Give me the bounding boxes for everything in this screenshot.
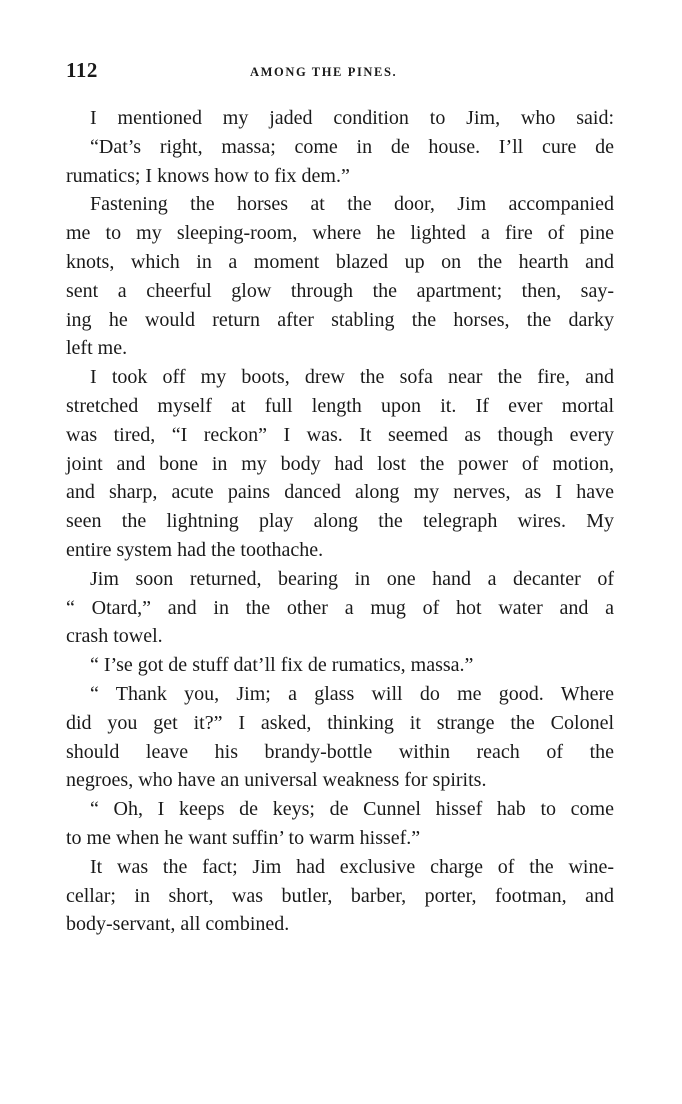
body-text — [66, 104, 614, 939]
text-line: should leave his brandy-bottle within reach of the — [66, 740, 614, 763]
text-line: did you get it?” I asked, thinking it strange the Colonel — [66, 711, 614, 734]
text-line: knots, which in a moment blazed up on the hearth and — [66, 250, 614, 273]
text-line: body-servant, all combined. — [66, 913, 290, 936]
text-line: ing he would return after stabling the horses, the darky — [66, 308, 614, 331]
text-line: “Dat’s right, massa; come in de house. I’ll cure de — [90, 135, 614, 158]
text-line: me to my sleeping-room, where he lighted a fire of pine — [66, 222, 614, 245]
page-number: 112 — [66, 58, 98, 82]
text-line: stretched myself at full length upon it. If ever mortal — [66, 394, 614, 417]
text-line: “ Thank you, Jim; a glass will do me good. Where — [90, 682, 614, 705]
text-line: It was the fact; Jim had exclusive charge of the wine- — [90, 855, 614, 878]
text-line: was tired, “I reckon” I was. It seemed as though every — [66, 423, 614, 446]
text-line: Fastening the horses at the door, Jim accompanied — [90, 193, 614, 216]
text-line: left me. — [66, 337, 128, 360]
text-line: crash towel. — [66, 625, 163, 648]
text-line: “ I’se got de stuff dat’ll fix de rumatics, massa.” — [90, 654, 474, 677]
text-line: “ Oh, I keeps de keys; de Cunnel hissef hab to come — [90, 798, 614, 821]
text-line: cellar; in short, was butler, barber, porter, footman, and — [66, 884, 614, 907]
text-line: I took off my boots, drew the sofa near the fire, and — [90, 366, 614, 389]
text-line: rumatics; I knows how to fix dem.” — [66, 164, 350, 187]
text-line: joint and bone in my body had lost the power of motion, — [66, 452, 614, 475]
text-line: I mentioned my jaded condition to Jim, who said: — [90, 107, 614, 129]
text-line: “ Otard,” and in the other a mug of hot water and a — [66, 596, 614, 619]
page-header — [66, 58, 614, 90]
running-head: AMONG THE PINES. — [250, 65, 398, 79]
text-line: to me when he want suffin’ to warm hissef.” — [66, 826, 421, 849]
text-line: sent a cheerful glow through the apartment; then, say- — [66, 279, 614, 302]
text-line: Jim soon returned, bearing in one hand a decanter of — [90, 567, 614, 590]
text-line: entire system had the toothache. — [66, 538, 324, 561]
text-line: and sharp, acute pains danced along my nerves, as I have — [66, 481, 614, 504]
text-line: seen the lightning play along the telegraph wires. My — [66, 510, 614, 533]
text-line: negroes, who have an universal weakness for spirits. — [66, 769, 487, 792]
